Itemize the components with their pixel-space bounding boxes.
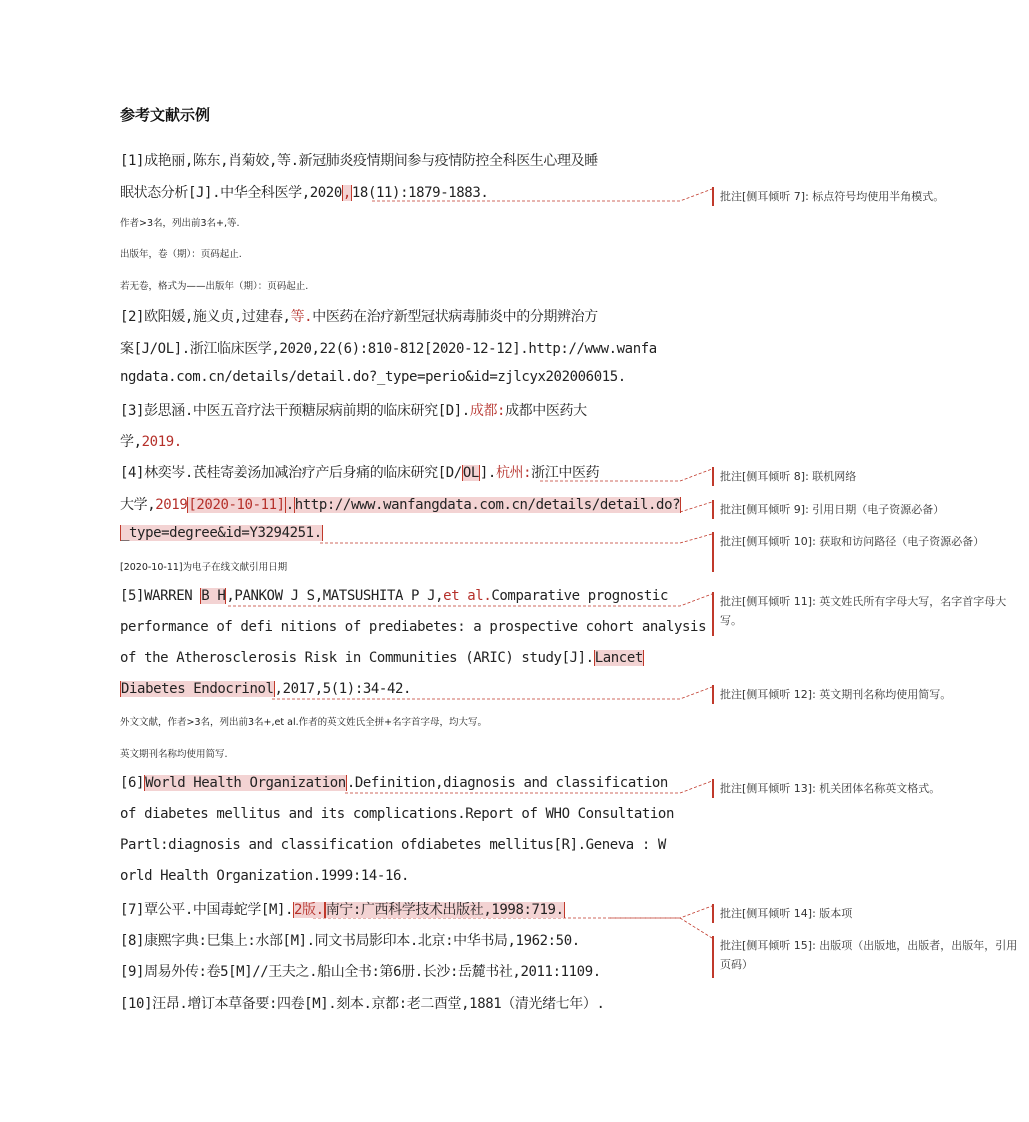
ref5-etal-mark: et al. [443, 588, 492, 604]
note-cite-date: [2020-10-11]为电子在线文献引用日期 [120, 562, 288, 573]
ref6-line2: of diabetes mellitus and its complications.Report of WHO Consultation [120, 806, 674, 822]
connector-c10 [320, 534, 712, 543]
note-foreign: 外文文献，作者>3名，列出前3名+,et al.作者的英文姓氏全拼+名字首字母，均大写。 [120, 717, 488, 728]
comment-10[interactable]: 批注[侧耳倾听 10]: 获取和访问路径（电子资源必备） [712, 532, 1020, 572]
ref5-line3: of the Atherosclerosis Risk in Communities (ARIC) study[J].Lancet [120, 650, 643, 666]
ref7-edition-mark: 2版. [294, 902, 324, 918]
comment-11[interactable]: 批注[侧耳倾听 11]: 英文姓氏所有字母大写，名字首字母大写。 [712, 592, 1024, 636]
note-journal-abbr: 英文期刊名称均使用简写. [120, 749, 228, 760]
ref1-line2: 眠状态分析[J].中华全科医学,2020,18(11):1879-1883. [120, 185, 489, 201]
comment-13[interactable]: 批注[侧耳倾听 13]: 机关团体名称英文格式。 [712, 779, 1020, 798]
ref7-line: [7]覃公平.中国毒蛇学[M].2版. 南宁:广西科学技术出版社,1998:719. [120, 902, 564, 918]
ref2-line3: ngdata.com.cn/details/detail.do?_type=perio&id=zjlcyx202006015. [120, 369, 626, 385]
ref7-publisher-mark: 南宁:广西科学技术出版社,1998:719. [325, 902, 564, 918]
comment-8[interactable]: 批注[侧耳倾听 8]: 联机网络 [712, 467, 1020, 486]
ref4-line3: _type=degree&id=Y3294251. [121, 525, 322, 541]
ref5-name-mark: B H [201, 588, 226, 604]
ref6-line3: Partl:diagnosis and classification ofdiabetes mellitus[R].Geneva : W [120, 837, 666, 853]
ref1-line1: [1]成艳丽,陈东,肖菊姣,等.新冠肺炎疫情期间参与疫情防控全科医生心理及睡 [120, 153, 598, 169]
ref3-line2: 学,2019. [120, 434, 182, 450]
comment-7[interactable]: 批注[侧耳倾听 7]: 标点符号均使用半角模式。 [712, 187, 1020, 206]
ref6-line1: [6]World Health Organization.Definition,diagnosis and classification [120, 775, 668, 791]
ref8-line: [8]康熙字典:巳集上:水部[M].同文书局影印本.北京:中华书局,1962:50. [120, 933, 580, 949]
ref4-place-mark: 杭州: [495, 465, 532, 481]
ref2-line1: [2]欧阳媛,施义贞,过建春,等.中医药在治疗新型冠状病毒肺炎中的分期辨治方 [120, 309, 598, 325]
ref4-url-mark: http://www.wanfangdata.com.cn/details/detail.do? [294, 497, 681, 513]
ref2-etal-mark: 等. [290, 309, 313, 325]
ref10-line: [10]汪昂.增订本草备要:四卷[M].刻本.京都:老二酉堂,1881（清光绪七年）. [120, 996, 605, 1012]
note-year-volume: 出版年，卷（期）：页码起止. [120, 249, 242, 260]
note-no-volume: 若无卷，格式为——出版年（期）：页码起止. [120, 281, 309, 292]
connector-c15 [610, 918, 712, 938]
ref6-org-mark: World Health Organization [145, 775, 346, 791]
ref4-line2: 大学,2019[2020-10-11].http://www.wanfangdata.com.cn/details/detail.do? [120, 497, 681, 513]
ref5-line1: [5]WARREN B H,PANKOW J S,MATSUSHITA P J,et al.Comparative prognostic [120, 588, 668, 604]
comment-14[interactable]: 批注[侧耳倾听 14]: 版本项 [712, 904, 1020, 923]
comment-15[interactable]: 批注[侧耳倾听 15]: 出版项（出版地，出版者，出版年，引用页码） [712, 936, 1024, 978]
ref5-line2: performance of defi nitions of prediabetes: a prospective cohort analysis [120, 619, 707, 635]
ref9-line: [9]周易外传:卷5[M]//王夫之.船山全书:第6册.长沙:岳麓书社,2011:1109. [120, 964, 601, 980]
ref3-place-mark: 成都: [469, 403, 506, 419]
ref5-line4: Diabetes Endocrinol,2017,5(1):34-42. [121, 681, 412, 697]
ref3-line1: [3]彭思涵.中医五音疗法干预糖尿病前期的临床研究[D].成都:成都中医药大 [120, 403, 587, 419]
comment-12[interactable]: 批注[侧耳倾听 12]: 英文期刊名称均使用简写。 [712, 685, 1020, 704]
ref4-cite-date-mark: [2020-10-11] [188, 497, 285, 513]
ref1-comma-mark: , [342, 185, 351, 201]
note-authors: 作者>3名，列出前3名+,等. [120, 218, 240, 229]
ref2-line2: 案[J/OL].浙江临床医学,2020,22(6):810-812[2020-12-12].http://www.wanfa [120, 341, 657, 357]
ref4-line1: [4]林奕岑.芪桂寄姜汤加减治疗产后身痛的临床研究[D/OL].杭州:浙江中医药 [120, 465, 600, 481]
ref6-line4: orld Health Organization.1999:14-16. [120, 868, 410, 884]
comment-9[interactable]: 批注[侧耳倾听 9]: 引用日期（电子资源必备） [712, 500, 1020, 519]
page-heading: 参考文献示例 [120, 106, 211, 124]
ref3-year-mark: 2019. [141, 434, 182, 450]
ref5-journal-mark: Lancet [594, 650, 643, 666]
ref4-ol-mark: OL [462, 465, 479, 481]
